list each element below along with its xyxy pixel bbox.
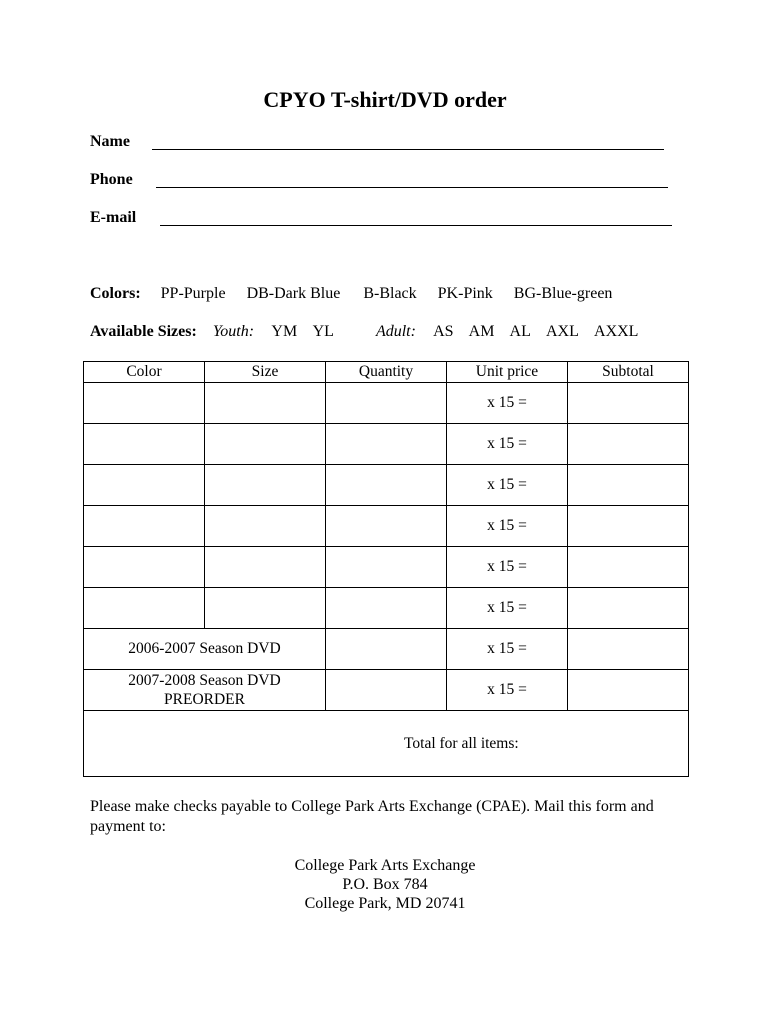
table-row — [84, 424, 689, 465]
name-field[interactable] — [152, 149, 664, 150]
table-header-row — [84, 362, 689, 383]
quantity-cell[interactable] — [326, 629, 447, 670]
column-header: Subtotal — [568, 362, 689, 383]
size-option: AL — [509, 323, 531, 340]
email-label: E-mail — [90, 209, 137, 226]
subtotal-cell[interactable] — [568, 465, 689, 506]
address-line: P.O. Box 784 — [342, 876, 428, 893]
quantity-cell[interactable] — [326, 506, 447, 547]
subtotal-cell[interactable] — [568, 629, 689, 670]
color-option: DB-Dark Blue — [246, 285, 341, 302]
size-cell[interactable] — [205, 547, 326, 588]
dvd-item-label: 2007-2008 Season DVD PREORDER — [84, 670, 326, 711]
sizes-list — [90, 323, 638, 341]
youth-label: Youth: — [212, 323, 255, 340]
phone-field[interactable] — [156, 187, 668, 188]
name-label: Name — [90, 133, 130, 150]
dvd-item-label: 2006-2007 Season DVD — [84, 629, 326, 670]
color-cell[interactable] — [84, 588, 205, 629]
size-cell[interactable] — [205, 506, 326, 547]
total-cell[interactable] — [84, 711, 689, 777]
color-option: PP-Purple — [160, 285, 226, 302]
table-row — [84, 383, 689, 424]
quantity-cell[interactable] — [326, 424, 447, 465]
size-cell[interactable] — [205, 424, 326, 465]
total-row — [84, 711, 689, 777]
page-title: CPYO T-shirt/DVD order — [263, 87, 507, 112]
unit-price-cell: x 15 = — [447, 383, 568, 424]
color-cell[interactable] — [84, 424, 205, 465]
subtotal-cell[interactable] — [568, 588, 689, 629]
sizes-label: Available Sizes: — [90, 323, 197, 340]
color-cell[interactable] — [84, 506, 205, 547]
table-row — [84, 547, 689, 588]
size-cell[interactable] — [205, 383, 326, 424]
unit-price-cell: x 15 = — [447, 506, 568, 547]
subtotal-cell[interactable] — [568, 506, 689, 547]
payment-instructions: Please make checks payable to College Park Arts Exchange (CPAE). Mail this form and payment to: — [90, 798, 654, 835]
total-label: Total for all items: — [404, 734, 519, 752]
column-header: Unit price — [447, 362, 568, 383]
subtotal-cell[interactable] — [568, 670, 689, 711]
phone-label: Phone — [90, 171, 133, 188]
adult-label: Adult: — [375, 323, 416, 340]
table-row — [84, 506, 689, 547]
color-cell[interactable] — [84, 547, 205, 588]
column-header: Color — [84, 362, 205, 383]
column-header: Size — [205, 362, 326, 383]
quantity-cell[interactable] — [326, 588, 447, 629]
email-field[interactable] — [160, 225, 672, 226]
size-option: YM — [271, 323, 298, 340]
quantity-cell[interactable] — [326, 383, 447, 424]
quantity-cell[interactable] — [326, 670, 447, 711]
color-option: BG-Blue-green — [513, 285, 613, 302]
size-option: AS — [433, 323, 454, 340]
dvd-row — [84, 629, 689, 670]
table-row — [84, 588, 689, 629]
subtotal-cell[interactable] — [568, 383, 689, 424]
size-cell[interactable] — [205, 465, 326, 506]
quantity-cell[interactable] — [326, 465, 447, 506]
subtotal-cell[interactable] — [568, 424, 689, 465]
unit-price-cell: x 15 = — [447, 465, 568, 506]
unit-price-cell: x 15 = — [447, 424, 568, 465]
colors-list — [90, 285, 612, 303]
address-line: College Park, MD 20741 — [304, 895, 466, 912]
unit-price-cell: x 15 = — [447, 547, 568, 588]
size-option: YL — [312, 323, 334, 340]
quantity-cell[interactable] — [326, 547, 447, 588]
unit-price-cell: x 15 = — [447, 670, 568, 711]
size-option: AXXL — [594, 323, 639, 340]
unit-price-cell: x 15 = — [447, 629, 568, 670]
color-cell[interactable] — [84, 465, 205, 506]
mailing-address — [0, 856, 770, 913]
size-cell[interactable] — [205, 588, 326, 629]
table-row — [84, 465, 689, 506]
unit-price-cell: x 15 = — [447, 588, 568, 629]
column-header: Quantity — [326, 362, 447, 383]
color-cell[interactable] — [84, 383, 205, 424]
size-option: AM — [468, 323, 495, 340]
color-option: PK-Pink — [437, 285, 493, 302]
order-table — [83, 361, 689, 777]
address-line: College Park Arts Exchange — [294, 857, 476, 874]
color-option: B-Black — [363, 285, 417, 302]
size-option: AXL — [546, 323, 579, 340]
colors-label: Colors: — [90, 285, 141, 302]
subtotal-cell[interactable] — [568, 547, 689, 588]
dvd-row — [84, 670, 689, 711]
